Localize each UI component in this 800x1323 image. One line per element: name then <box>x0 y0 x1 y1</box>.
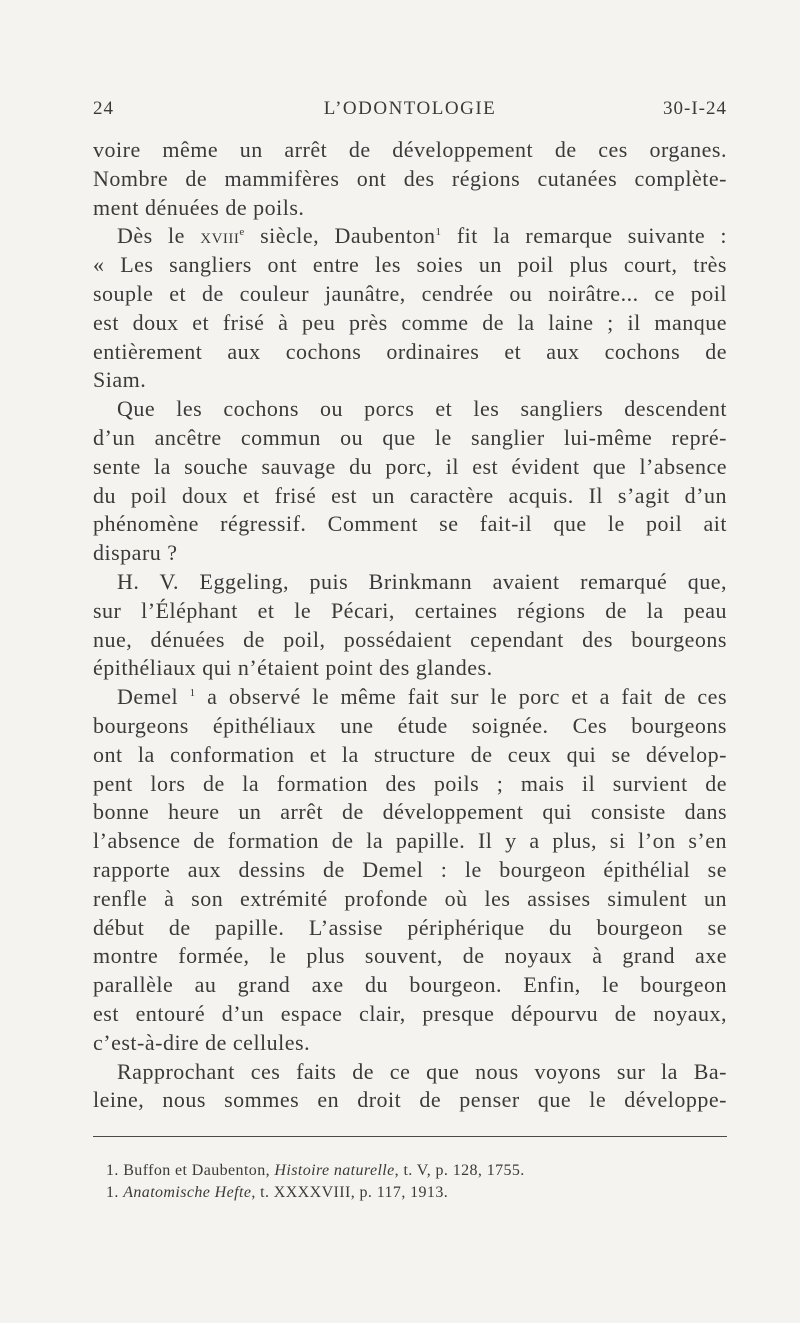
text-line: l’absence de formation de la papille. Il y a plus, si l’on s’en <box>93 828 727 854</box>
footnote <box>106 1182 726 1204</box>
text-fragment: siècle, Daubenton <box>244 223 436 249</box>
text-line: Siam. <box>93 367 147 393</box>
text-line: épithéliaux qui n’étaient point des glandes. <box>93 655 493 681</box>
text-line: entièrement aux cochons ordinaires et aux cochons de <box>93 338 727 364</box>
issue-date: 30-I-24 <box>663 98 727 119</box>
superscript: e <box>239 226 245 239</box>
text-line: phénomène régressif. Comment se fait-il que le poil ait <box>93 511 727 537</box>
text-fragment: Dès le <box>117 223 185 249</box>
footnote-text: , t. V, p. 128, 1755. <box>394 1162 525 1179</box>
text-line: bourgeons épithéliaux une étude soignée. Ces bourgeons <box>93 712 727 738</box>
footnote-separator <box>93 1136 727 1137</box>
page-number: 24 <box>93 98 114 119</box>
text-line: ment dénuées de poils. <box>93 194 305 220</box>
text-line: sente la souche sauvage du porc, il est évident que l’absence <box>93 453 727 479</box>
text-line: parallèle au grand axe du bourgeon. Enfin, le bourgeon <box>93 972 727 998</box>
text-line: rapporte aux dessins de Demel : le bourgeon épithélial se <box>93 856 727 882</box>
footnote-number: 1. <box>106 1162 119 1179</box>
text-line: Rapprochant ces faits de ce que nous voyons sur la Ba- <box>117 1058 727 1084</box>
text-line <box>93 222 727 251</box>
text-line: est entouré d’un espace clair, presque dépourvu de noyaux, <box>93 1000 727 1026</box>
running-header <box>93 98 727 128</box>
text-line: H. V. Eggeling, puis Brinkmann avaient remarqué que, <box>117 568 727 594</box>
text-line: du poil doux et frisé est un caractère acquis. Il s’agit d’un <box>93 482 727 508</box>
text-line: voire même un arrêt de développement de ces organes. <box>93 137 727 162</box>
footnote-ref: 1 <box>435 226 442 239</box>
text-line: souple et de couleur jaunâtre, cendrée ou noirâtre... ce poil <box>93 280 727 306</box>
text-line: nue, dénuées de poil, possédaient cependant des bourgeons <box>93 626 727 652</box>
running-title: L’ODONTOLOGIE <box>323 98 497 119</box>
footnote-text: , t. XXXXVIII, p. 117, 1913. <box>251 1184 449 1201</box>
text-line <box>93 683 727 712</box>
text-line: est doux et frisé à peu près comme de la laine ; il manque <box>93 309 727 335</box>
text-line: c’est-à-dire de cellules. <box>93 1029 311 1055</box>
text-line: sur l’Éléphant et le Pécari, certaines régions de la peau <box>93 597 727 623</box>
text-line: pent lors de la formation des poils ; mais il survient de <box>93 770 727 796</box>
text-line: ont la conformation et la structure de ceux qui se dévelop- <box>93 741 727 767</box>
text-line: Que les cochons ou porcs et les sangliers descendent <box>117 396 727 422</box>
text-fragment: fit la remarque suivante : <box>441 223 728 249</box>
body-text <box>93 136 727 1115</box>
text-fragment: a observé le même fait sur le porc et a fait de ces <box>195 684 728 710</box>
footnote-text: Buffon et Daubenton, <box>123 1162 275 1179</box>
text-line: disparu ? <box>93 540 178 566</box>
century-numeral: xviii <box>200 223 240 249</box>
text-line: renfle à son extrémité profonde où les assises simulent un <box>93 885 727 911</box>
text-line: « Les sangliers ont entre les soies un poil plus court, très <box>93 252 727 278</box>
footnote-title: Anatomische Hefte <box>123 1184 252 1201</box>
footnote <box>106 1160 726 1182</box>
footnote-title: Histoire naturelle <box>274 1162 395 1179</box>
text-line: bonne heure un arrêt de développement qui consiste dans <box>93 799 727 825</box>
footnote-ref: 1 <box>189 687 196 700</box>
text-line: d’un ancêtre commun ou que le sanglier lui-même repré- <box>93 424 727 450</box>
text-line: leine, nous sommes en droit de penser que le développe- <box>93 1087 727 1113</box>
footnotes <box>106 1160 726 1204</box>
footnote-number: 1. <box>106 1184 119 1201</box>
text-fragment: Demel <box>117 684 179 710</box>
text-line: début de papille. L’assise périphérique du bourgeon se <box>93 914 727 940</box>
text-line: montre formée, le plus souvent, de noyaux à grand axe <box>93 943 727 969</box>
text-line: Nombre de mammifères ont des régions cutanées complète- <box>93 165 727 191</box>
